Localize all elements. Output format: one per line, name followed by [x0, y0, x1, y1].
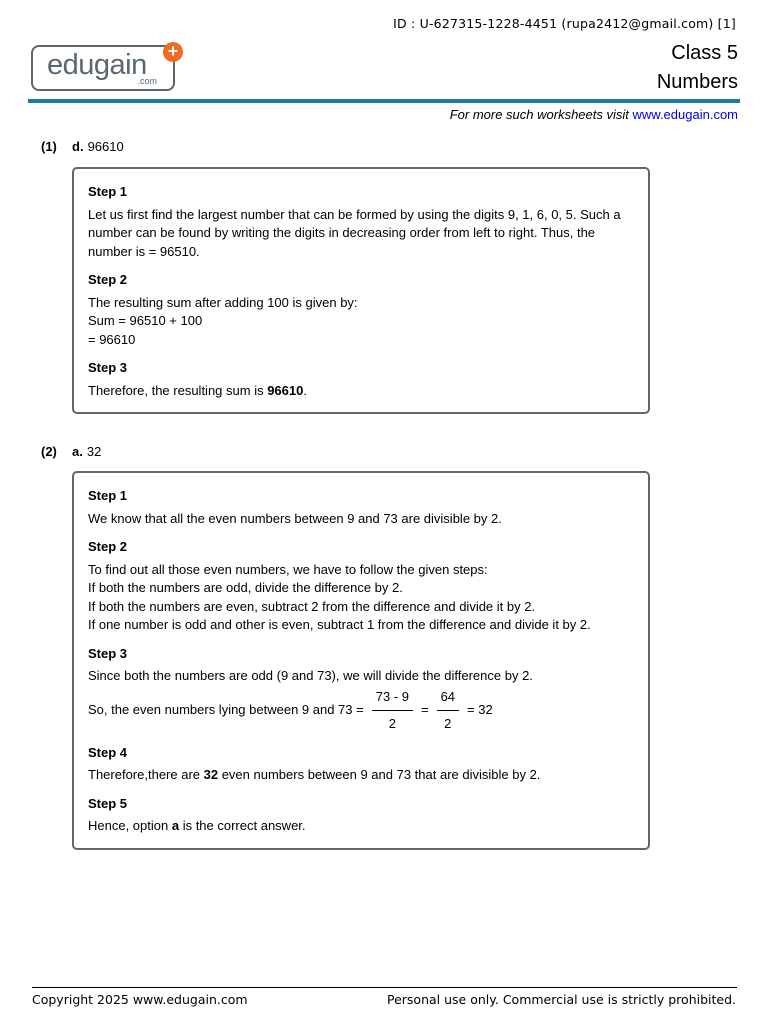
- step-bold-value: 32: [203, 767, 219, 782]
- edugain-logo[interactable]: [31, 45, 175, 91]
- step-line: The resulting sum after adding 100 is given by:: [88, 294, 358, 310]
- fraction-denominator: 2: [388, 716, 396, 731]
- step-body: [88, 667, 634, 734]
- step-line: To find out all those even numbers, we have to follow the given steps:: [88, 561, 488, 577]
- fraction-prefix: So, the even numbers lying between 9 and 73 =: [88, 702, 364, 718]
- step-body: [88, 294, 634, 350]
- user-id-label: ID : U-627315-1228-4451 (rupa2412@gmail.com) [1]: [393, 16, 736, 31]
- step-body: [88, 766, 634, 785]
- step-text: Hence, option: [88, 818, 172, 833]
- question-1-number: (1): [41, 139, 57, 154]
- subject-label: Numbers: [656, 71, 738, 93]
- question-1-answer: [72, 139, 124, 154]
- step-title: Step 4: [88, 744, 128, 760]
- question-2-solution-box: [72, 471, 650, 850]
- step-body: [88, 382, 634, 401]
- step-line: If both the numbers are even, subtract 2 from the difference and divide it by 2.: [88, 598, 536, 614]
- step-title: Step 1: [88, 184, 128, 199]
- footer-notice: Personal use only. Commercial use is strictly prohibited.: [387, 992, 736, 1007]
- question-2-number: (2): [41, 444, 57, 459]
- step-text: Therefore, the resulting sum is: [88, 382, 268, 398]
- answer-option: a.: [72, 444, 83, 459]
- step-line: We know that all the even numbers between 9 and 73 are divisible by 2.: [88, 510, 502, 526]
- step-line: Since both the numbers are odd (9 and 73), we will divide the difference by 2.: [88, 668, 533, 683]
- step-title: Step 3: [88, 360, 128, 375]
- fraction-numerator: 64: [437, 688, 459, 712]
- class-label: Class 5: [671, 42, 738, 64]
- step-title: Step 1: [88, 488, 128, 503]
- step-text: is the correct answer.: [179, 818, 306, 833]
- more-worksheets-text: For more such worksheets visit: [449, 107, 633, 122]
- header-divider: [28, 99, 740, 103]
- logo-wordmark: edugain: [47, 49, 147, 81]
- step-bold-value: 96610: [267, 382, 304, 398]
- step-body: [88, 510, 634, 529]
- plus-icon: +: [163, 42, 183, 62]
- edugain-link[interactable]: www.edugain.com: [632, 107, 738, 122]
- step-text: Therefore,there are: [88, 767, 204, 782]
- footer-copyright: Copyright 2025 www.edugain.com: [32, 992, 248, 1007]
- step-text: .: [303, 382, 307, 398]
- footer-divider: [32, 987, 737, 988]
- step-line: Sum = 96510 + 100: [88, 313, 203, 328]
- step-title: Step 5: [88, 795, 128, 811]
- step-line: If one number is odd and other is even, subtract 1 from the difference and divide it by 2.: [88, 617, 591, 632]
- step-body: [88, 206, 634, 262]
- step-line: = 96610: [88, 331, 136, 347]
- question-2-answer: [72, 444, 101, 459]
- fraction-denominator: 2: [444, 716, 452, 731]
- step-title: Step 3: [88, 645, 128, 661]
- fraction: [437, 688, 459, 734]
- fraction-result: = 32: [467, 702, 493, 718]
- step-bold-value: a: [171, 818, 180, 833]
- answer-value: 32: [86, 444, 102, 459]
- step-body: [88, 561, 634, 635]
- answer-option: d.: [72, 139, 84, 154]
- step-text: even numbers between 9 and 73 that are divisible by 2.: [218, 767, 541, 782]
- step-title: Step 2: [88, 539, 128, 554]
- fraction-numerator: 73 - 9: [372, 688, 413, 712]
- answer-value: 96610: [87, 139, 124, 154]
- equals-sign: =: [420, 702, 429, 718]
- fraction: [372, 688, 413, 734]
- question-1-solution-box: [72, 167, 650, 414]
- more-worksheets-line: [450, 107, 738, 122]
- step-title: Step 2: [88, 272, 128, 287]
- fraction-equation: [88, 688, 634, 734]
- step-line: If both the numbers are odd, divide the difference by 2.: [88, 580, 403, 595]
- logo-com-suffix: .com: [137, 76, 157, 86]
- step-line: Let us first find the largest number that can be formed by using the digits 9, 1, 6, 0, 5. Such a number can be found by writing the digits in decreasing order from left to right. Thus, the number is = 96510.: [88, 206, 621, 259]
- step-body: [88, 817, 634, 836]
